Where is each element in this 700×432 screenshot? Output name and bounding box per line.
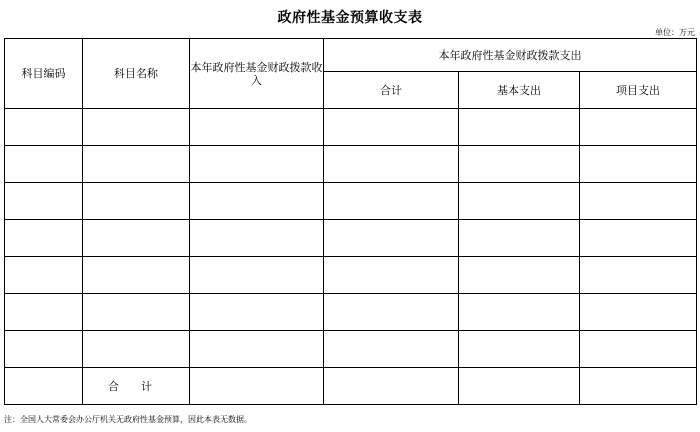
table-row	[5, 109, 697, 146]
table-row	[5, 220, 697, 257]
table-row	[5, 183, 697, 220]
budget-table	[4, 38, 697, 405]
table-row	[5, 294, 697, 331]
total-row	[5, 368, 697, 405]
header-income: 本年政府性基金财政拨款收入	[190, 39, 324, 109]
header-total: 合计	[324, 72, 459, 109]
header-project: 项目支出	[580, 72, 697, 109]
table-row	[5, 331, 697, 368]
total-row-label: 合计	[83, 368, 190, 405]
header-expenditure-group: 本年政府性基金财政拨款支出	[324, 39, 697, 72]
header-code: 科目编码	[5, 39, 83, 109]
footnote: 注：全国人大常委会办公厅机关无政府性基金预算，因此本表无数据。	[4, 415, 252, 424]
unit-label: 单位：万元	[655, 28, 695, 37]
header-name: 科目名称	[83, 39, 190, 109]
header-basic: 基本支出	[459, 72, 580, 109]
page-title: 政府性基金预算收支表	[277, 10, 423, 26]
table-row	[5, 146, 697, 183]
table-row	[5, 257, 697, 294]
